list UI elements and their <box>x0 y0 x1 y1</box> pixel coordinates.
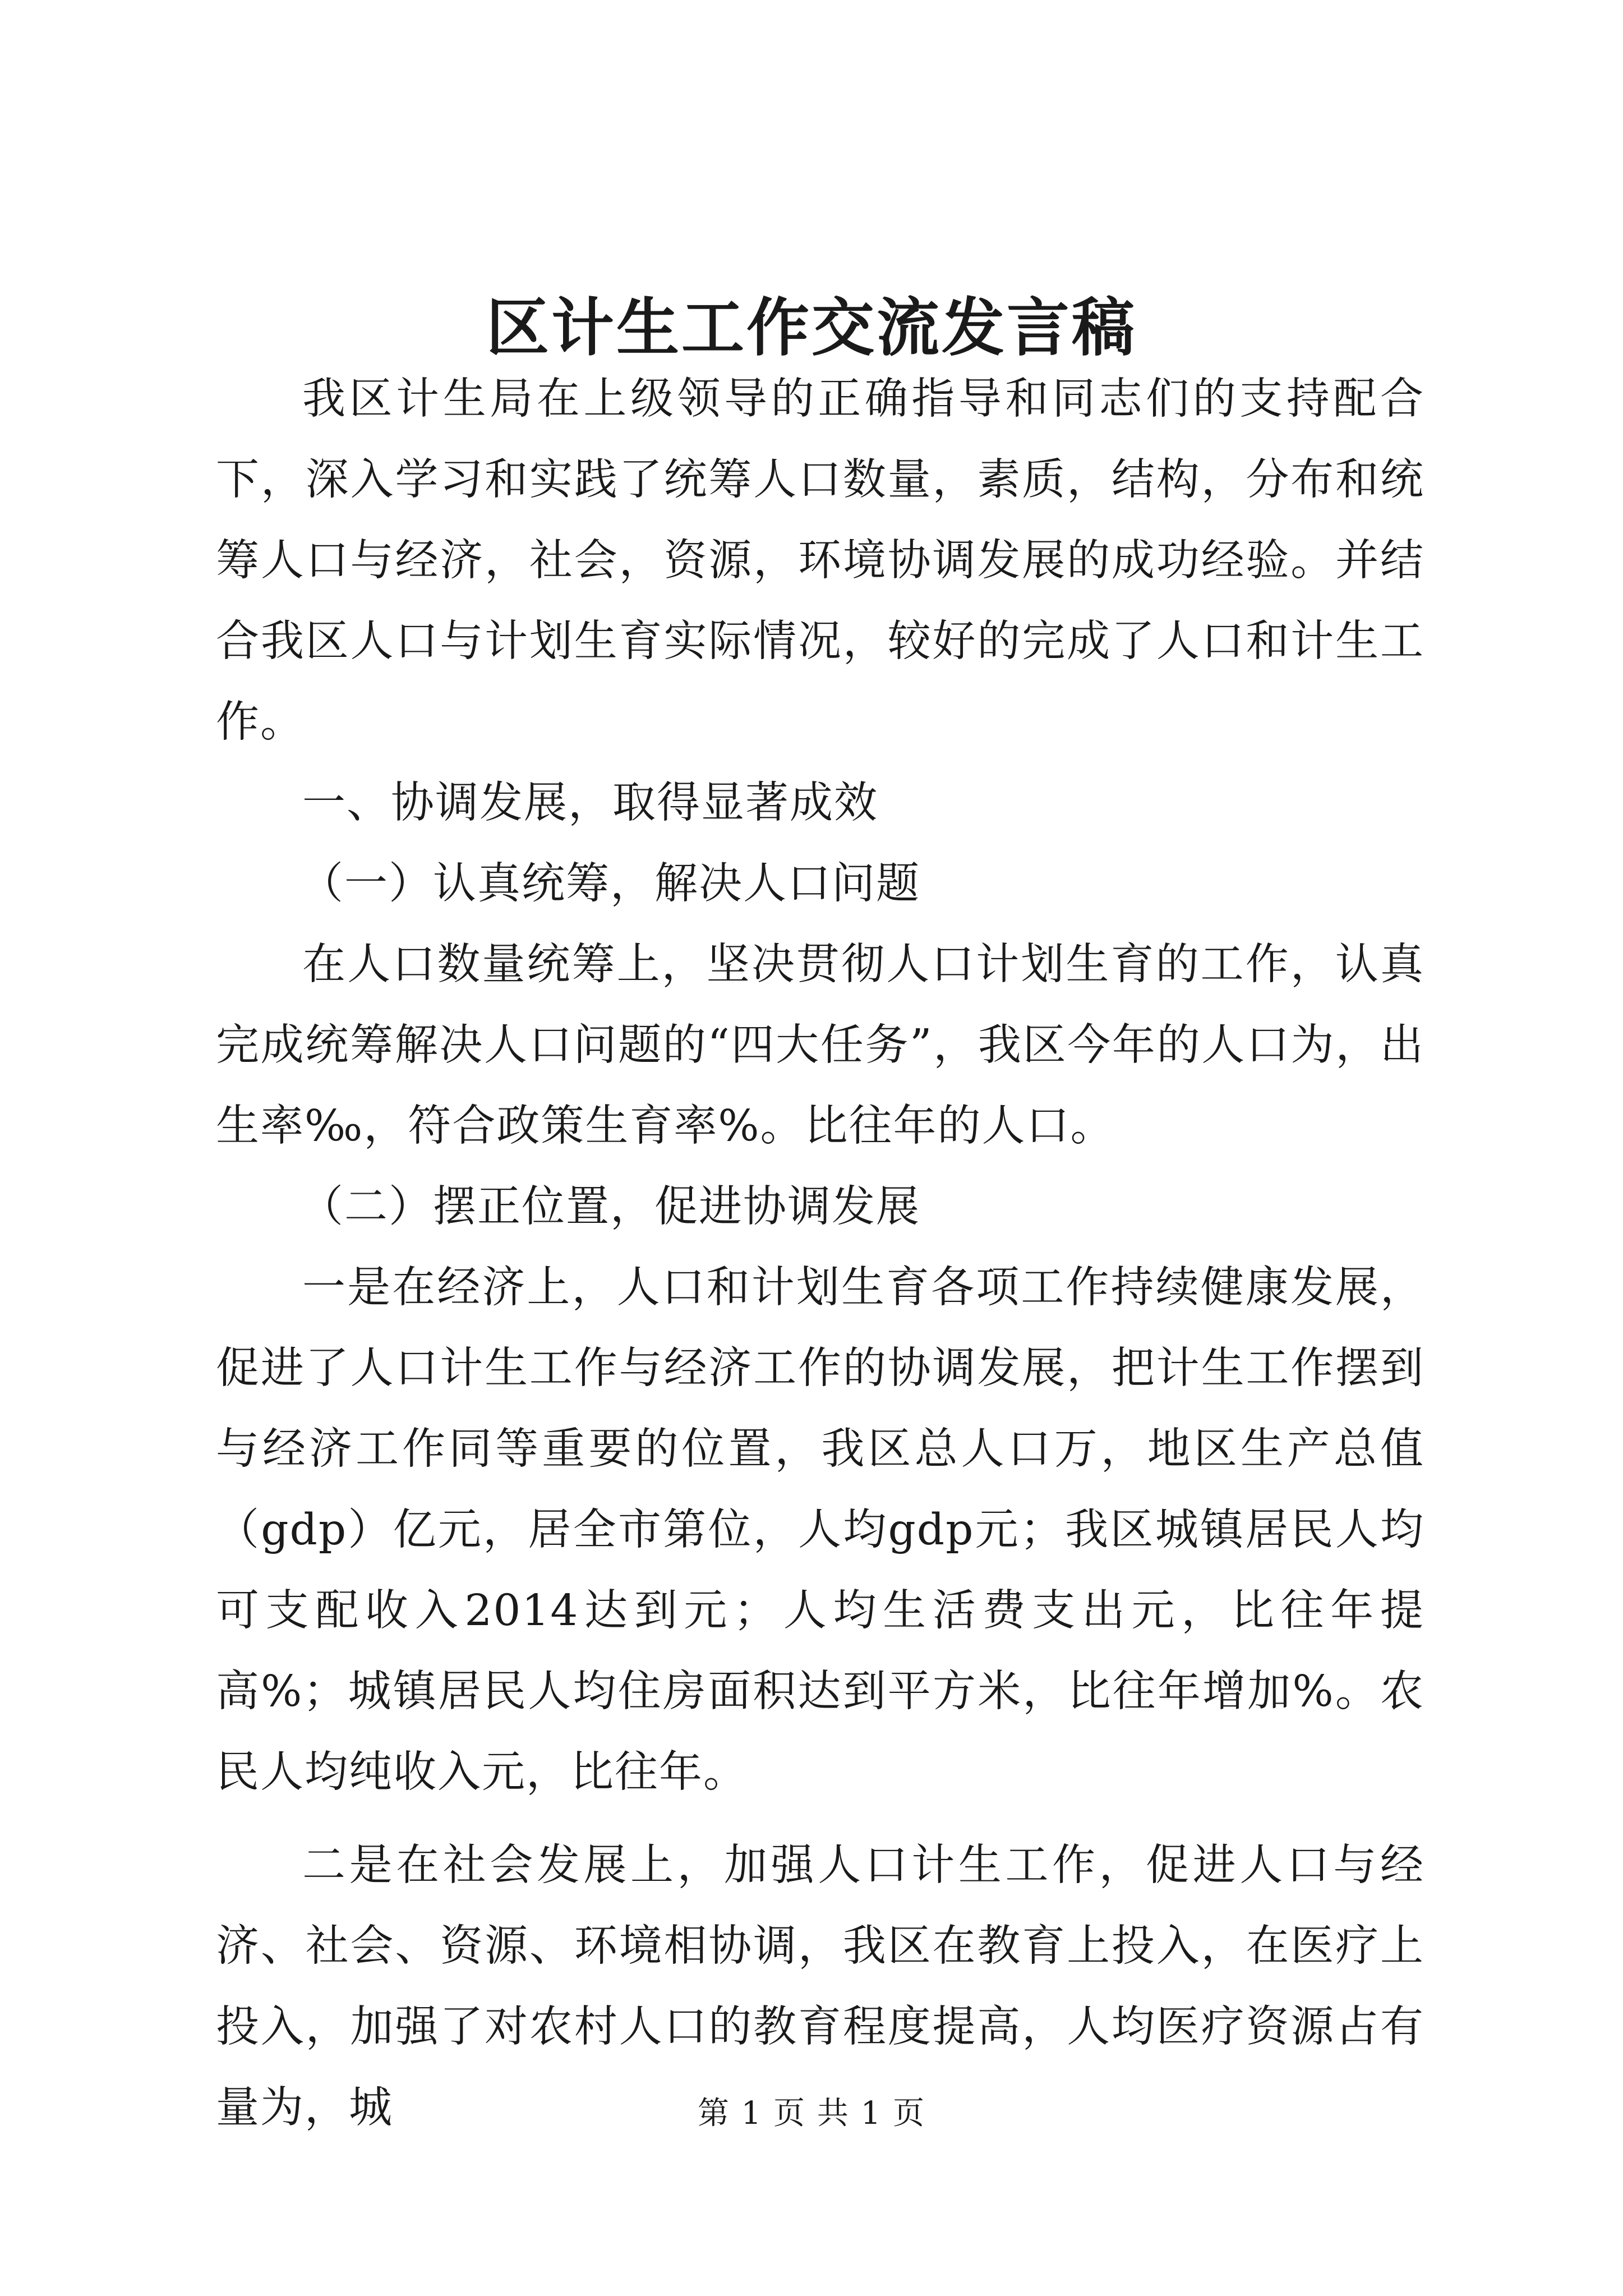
subsection-heading-1: （一）认真统筹，解决人口问题 <box>300 859 920 909</box>
document-title: 区计生工作交流发言稿 <box>486 291 1137 365</box>
document-body <box>216 359 1424 2148</box>
population-paragraph: 在人口数量统筹上，坚决贯彻人口计划生育的工作，认真完成统筹解决人口问题的“四大任务”，我区今年的人口为，出生率‰，符合政策生育率%。比往年的人口。 <box>216 940 1424 1151</box>
social-development-paragraph: 二是在社会发展上，加强人口计生工作，促进人口与经济、社会、资源、环境相协调，我区在教育上投入，在医疗上投入，加强了对农村人口的教育程度提高，人均医疗资源占有量为，城 <box>216 1841 1424 2133</box>
page-footer: 第 1 页 共 1 页 <box>697 2095 926 2132</box>
section-heading-1: 一、协调发展，取得显著成效 <box>302 778 878 828</box>
economy-paragraph: 一是在经济上，人口和计划生育各项工作持续健康发展，促进了人口计生工作与经济工作的协调发展，把计生工作摆到与经济工作同等重要的位置，我区总人口万，地区生产总值（gdp）亿元，居全市第位，人均gdp元；我区城镇居民人均可支配收入2014达到元；人均生活费支出元，比往年提高%；城镇居民人均住房面积达到平方米，比往年增加%。农民人均纯收入元，比往年。 <box>216 1263 1424 1797</box>
subsection-heading-2: （二）摆正位置，促进协调发展 <box>300 1182 920 1232</box>
intro-paragraph: 我区计生局在上级领导的正确指导和同志们的支持配合下，深入学习和实践了统筹人口数量，素质，结构，分布和统筹人口与经济，社会，资源，环境协调发展的成功经验。并结合我区人口与计划生育实际情况，较好的完成了人口和计生工作。 <box>216 374 1424 747</box>
